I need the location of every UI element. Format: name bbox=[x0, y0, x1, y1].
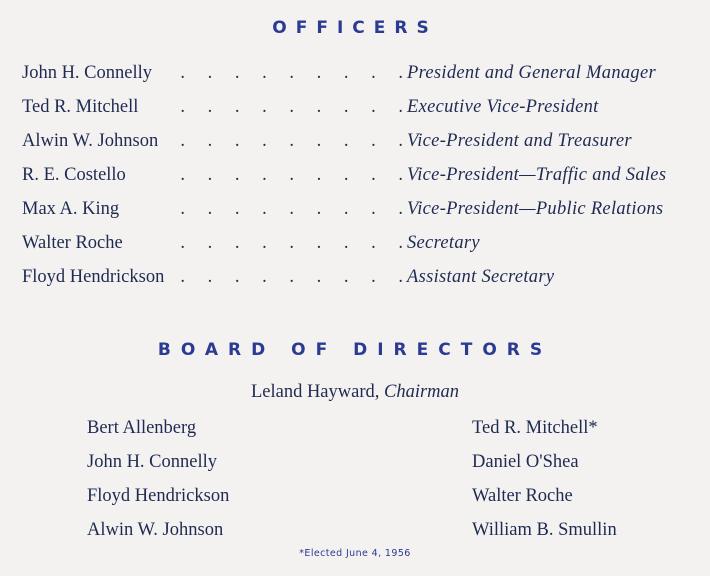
leader-dots: . . . . . . . . . bbox=[180, 131, 412, 151]
leader-dots: . . . . . . . . . bbox=[180, 97, 412, 117]
director-name: Daniel O'Shea bbox=[472, 452, 579, 472]
officer-name: Alwin W. Johnson bbox=[22, 131, 159, 151]
officer-title: Vice-President—Traffic and Sales bbox=[407, 165, 667, 185]
leader-dots: . . . . . . . . . bbox=[180, 267, 412, 287]
chairman-role: Chairman bbox=[384, 382, 460, 402]
chairman-name: Leland Hayward, bbox=[250, 382, 380, 402]
board-heading: BOARD OF DIRECTORS bbox=[157, 340, 553, 360]
leader-dots: . . . . . . . . . bbox=[180, 63, 412, 83]
chairman-line bbox=[0, 382, 710, 403]
election-footnote: *Elected June 4, 1956 bbox=[299, 548, 411, 559]
officer-name: Max A. King bbox=[22, 199, 120, 219]
officer-name: Walter Roche bbox=[22, 233, 123, 253]
officer-name: R. E. Costello bbox=[22, 165, 126, 185]
officer-name: Ted R. Mitchell bbox=[22, 97, 139, 117]
officer-title: Vice-President and Treasurer bbox=[407, 131, 632, 151]
officers-heading: OFFICERS bbox=[272, 18, 438, 38]
director-name: Walter Roche bbox=[472, 486, 573, 506]
officer-title: Vice-President—Public Relations bbox=[407, 199, 664, 219]
officer-title: Executive Vice-President bbox=[407, 97, 599, 117]
officer-title: Assistant Secretary bbox=[407, 267, 555, 287]
leader-dots: . . . . . . . . . bbox=[180, 233, 412, 253]
director-name: Ted R. Mitchell* bbox=[472, 418, 598, 438]
officer-title: Secretary bbox=[407, 233, 480, 253]
leader-dots: . . . . . . . . . bbox=[180, 165, 412, 185]
officer-name: Floyd Hendrickson bbox=[22, 267, 165, 287]
officer-title: President and General Manager bbox=[407, 63, 656, 83]
officer-name: John H. Connelly bbox=[22, 63, 153, 83]
director-name: John H. Connelly bbox=[87, 452, 218, 472]
director-name: Floyd Hendrickson bbox=[87, 486, 230, 506]
leader-dots: . . . . . . . . . bbox=[180, 199, 412, 219]
director-name: Alwin W. Johnson bbox=[87, 520, 224, 540]
director-name: William B. Smullin bbox=[472, 520, 617, 540]
director-name: Bert Allenberg bbox=[87, 418, 197, 438]
